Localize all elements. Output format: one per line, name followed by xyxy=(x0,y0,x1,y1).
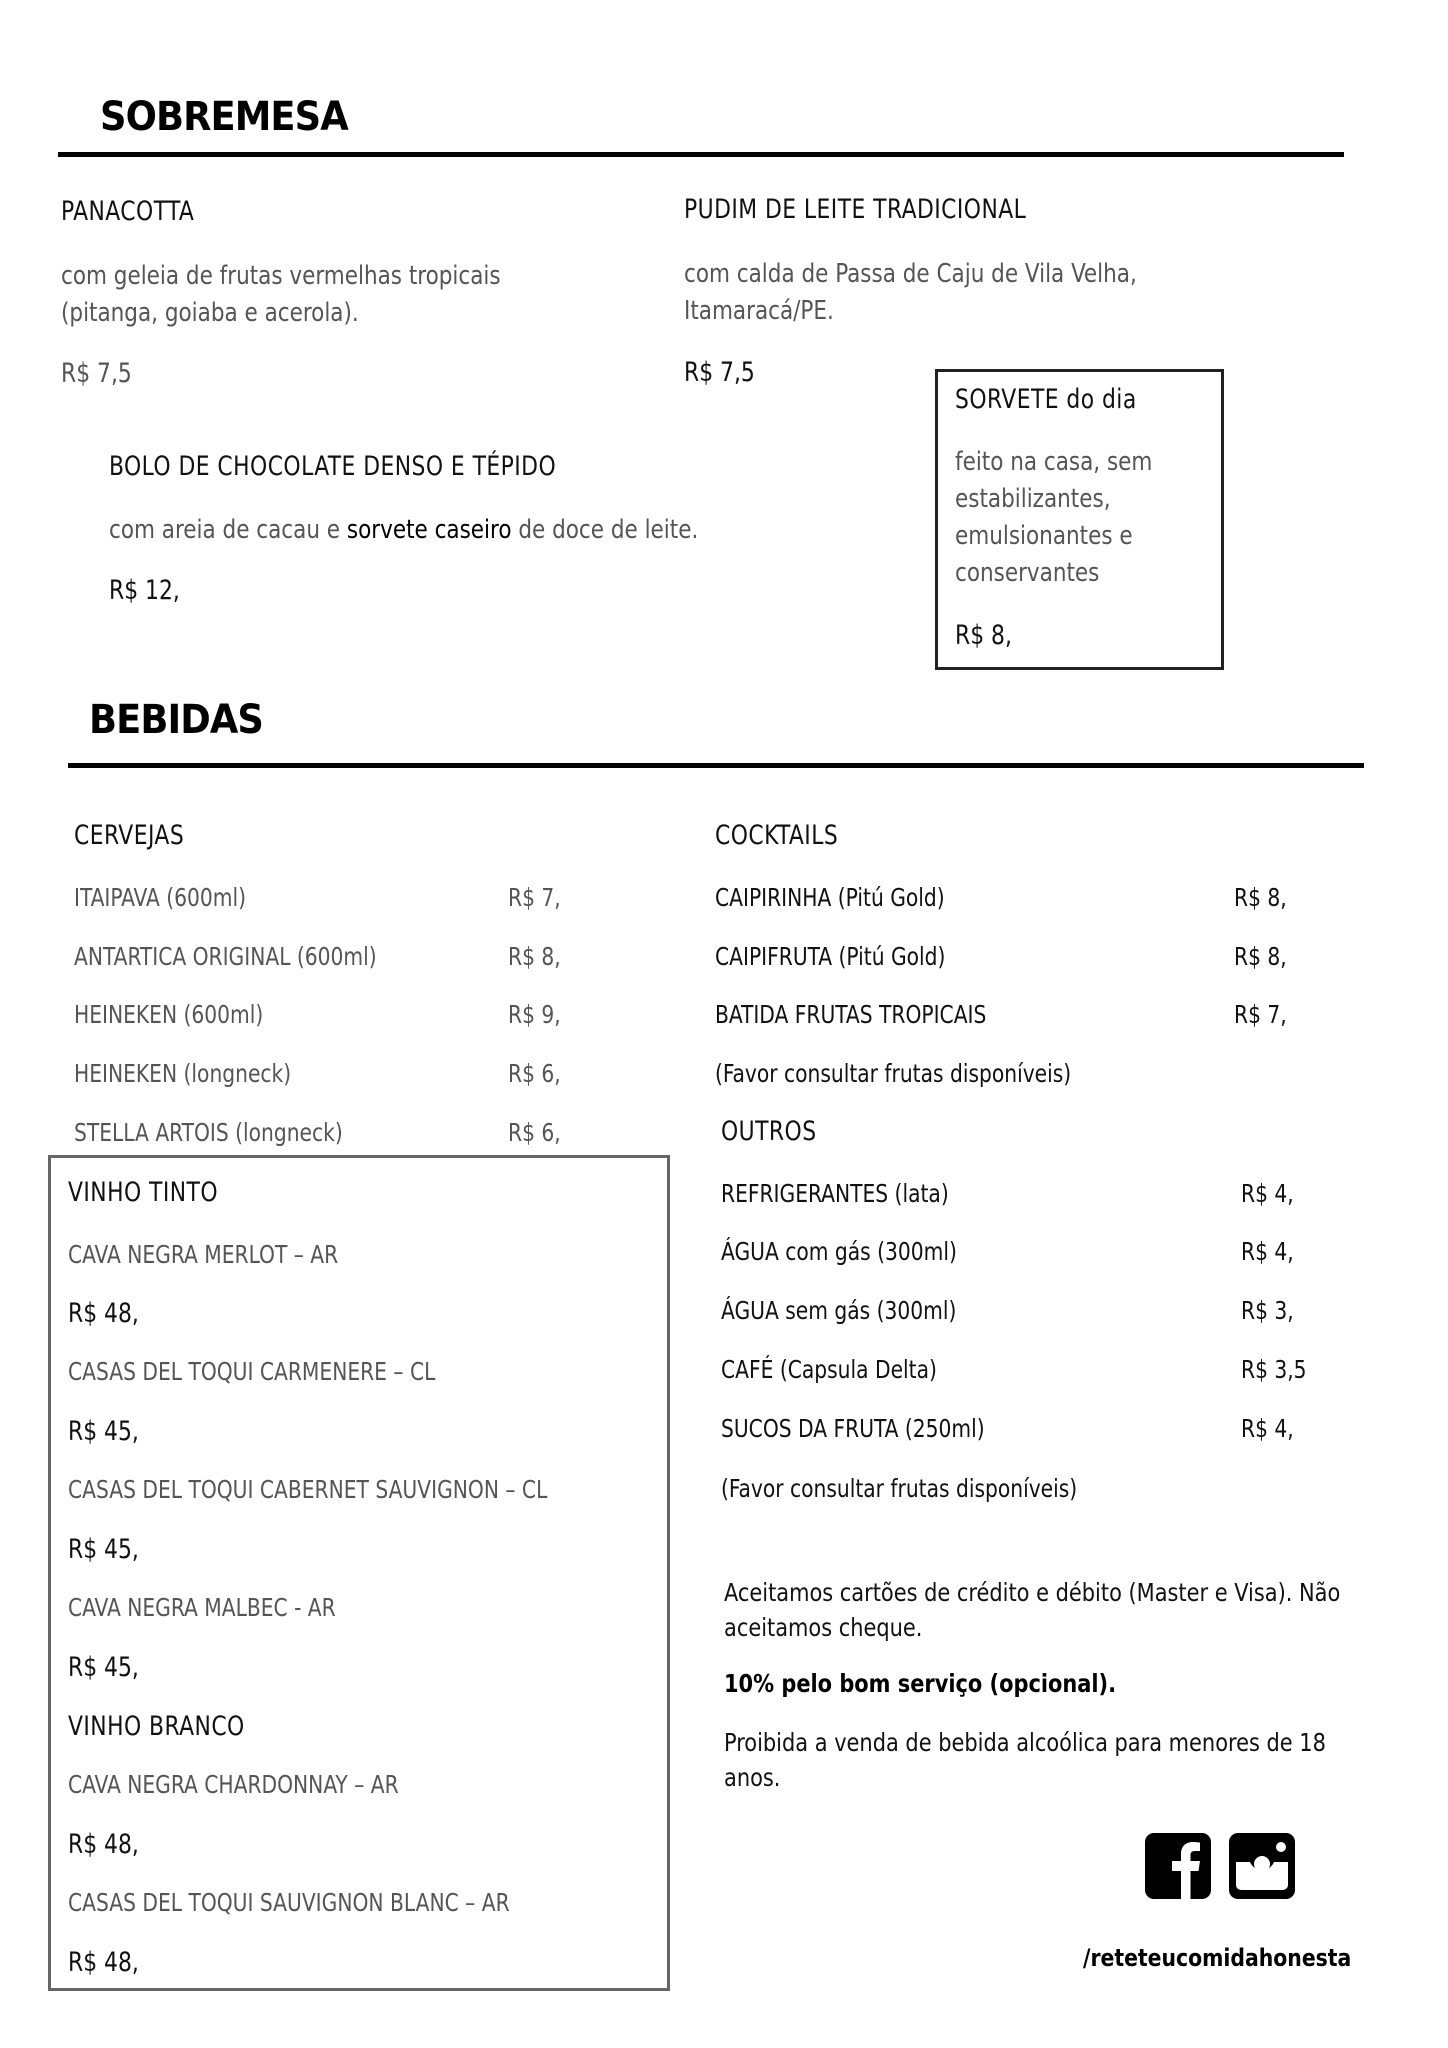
beer-item: HEINEKEN (600ml) xyxy=(74,1000,264,1029)
beer-price: R$ 6, xyxy=(508,1118,561,1147)
section-title-bebidas: BEBIDAS xyxy=(89,697,264,743)
cocktail-item: CAIPIRINHA (Pitú Gold) xyxy=(715,883,945,912)
other-drink-price: R$ 3,5 xyxy=(1241,1355,1307,1384)
cocktail-item: CAIPIFRUTA (Pitú Gold) xyxy=(715,942,946,971)
other-drink-item: CAFÉ (Capsula Delta) xyxy=(721,1355,937,1384)
highlight-text: sorvete caseiro xyxy=(346,515,512,545)
beer-price: R$ 9, xyxy=(508,1000,561,1029)
cocktail-price: R$ 8, xyxy=(1234,942,1287,971)
category-title-vinho-branco: VINHO BRANCO xyxy=(68,1711,245,1742)
wine-price: R$ 48, xyxy=(68,1298,139,1329)
wine-price: R$ 45, xyxy=(68,1416,139,1447)
other-drink-price: R$ 4, xyxy=(1241,1179,1294,1208)
cocktail-item: BATIDA FRUTAS TROPICAIS xyxy=(715,1000,987,1029)
cocktail-price: R$ 7, xyxy=(1234,1000,1287,1029)
wine-price: R$ 45, xyxy=(68,1652,139,1683)
beer-item: STELLA ARTOIS (longneck) xyxy=(74,1118,343,1147)
wine-item: CASAS DEL TOQUI SAUVIGNON BLANC – AR xyxy=(68,1888,510,1917)
sorvete-price: R$ 8, xyxy=(955,620,1012,651)
category-title-vinho-tinto: VINHO TINTO xyxy=(68,1177,218,1208)
dessert-name: PUDIM DE LEITE TRADICIONAL xyxy=(684,194,1027,225)
other-drink-price: R$ 4, xyxy=(1241,1237,1294,1266)
dessert-price: R$ 7,5 xyxy=(684,357,755,388)
dessert-description: com calda de Passa de Caju de Vila Velha, Itamaracá/PE. xyxy=(684,259,1137,326)
facebook-icon[interactable] xyxy=(1145,1833,1211,1899)
dessert-description: com geleia de frutas vermelhas tropicais (pitanga, goiaba e acerola). xyxy=(61,261,501,328)
section-divider xyxy=(58,152,1344,157)
category-title-cocktails: COCKTAILS xyxy=(715,820,839,851)
other-drink-item: SUCOS DA FRUTA (250ml) xyxy=(721,1414,985,1443)
dessert-name: BOLO DE CHOCOLATE DENSO E TÉPIDO xyxy=(109,451,557,482)
beer-price: R$ 7, xyxy=(508,883,561,912)
social-handle[interactable]: /reteteucomidahonesta xyxy=(1083,1944,1352,1972)
beer-item: HEINEKEN (longneck) xyxy=(74,1059,292,1088)
cocktail-price: R$ 8, xyxy=(1234,883,1287,912)
other-drink-note: (Favor consultar frutas disponíveis) xyxy=(721,1474,1078,1503)
cocktail-note: (Favor consultar frutas disponíveis) xyxy=(715,1059,1072,1088)
other-drink-price: R$ 4, xyxy=(1241,1414,1294,1443)
payment-note: Aceitamos cartões de crédito e débito (Master e Visa). Não aceitamos cheque. xyxy=(724,1578,1341,1642)
sorvete-description: feito na casa, sem estabilizantes, emulsionantes e conservantes xyxy=(955,447,1153,588)
alcohol-note: Proibida a venda de bebida alcoólica para menores de 18 anos. xyxy=(724,1728,1326,1792)
service-note: 10% pelo bom serviço (opcional). xyxy=(724,1669,1117,1698)
beer-price: R$ 8, xyxy=(508,942,561,971)
other-drink-price: R$ 3, xyxy=(1241,1296,1294,1325)
dessert-description: com areia de cacau e sorvete caseiro de doce de leite. xyxy=(109,515,699,545)
section-title-sobremesa: SOBREMESA xyxy=(100,94,348,140)
wine-box xyxy=(48,1155,670,1991)
wine-price: R$ 48, xyxy=(68,1947,139,1978)
sorvete-name: SORVETE do dia xyxy=(955,384,1137,415)
other-drink-item: REFRIGERANTES (lata) xyxy=(721,1179,949,1208)
category-title-cervejas: CERVEJAS xyxy=(74,820,185,851)
other-drink-item: ÁGUA com gás (300ml) xyxy=(721,1237,957,1266)
other-drink-item: ÁGUA sem gás (300ml) xyxy=(721,1296,957,1325)
instagram-icon[interactable] xyxy=(1229,1833,1295,1899)
wine-item: CASAS DEL TOQUI CARMENERE – CL xyxy=(68,1357,436,1386)
wine-item: CAVA NEGRA MERLOT – AR xyxy=(68,1240,339,1269)
dessert-price: R$ 12, xyxy=(109,575,180,606)
beer-item: ITAIPAVA (600ml) xyxy=(74,883,247,912)
wine-item: CASAS DEL TOQUI CABERNET SAUVIGNON – CL xyxy=(68,1475,548,1504)
beer-price: R$ 6, xyxy=(508,1059,561,1088)
section-divider xyxy=(68,763,1364,768)
wine-price: R$ 45, xyxy=(68,1534,139,1565)
category-title-outros: OUTROS xyxy=(721,1116,817,1147)
wine-item: CAVA NEGRA MALBEC - AR xyxy=(68,1593,336,1622)
wine-price: R$ 48, xyxy=(68,1829,139,1860)
dessert-name: PANACOTTA xyxy=(61,196,195,227)
beer-item: ANTARTICA ORIGINAL (600ml) xyxy=(74,942,377,971)
wine-item: CAVA NEGRA CHARDONNAY – AR xyxy=(68,1770,399,1799)
dessert-price: R$ 7,5 xyxy=(61,358,132,389)
